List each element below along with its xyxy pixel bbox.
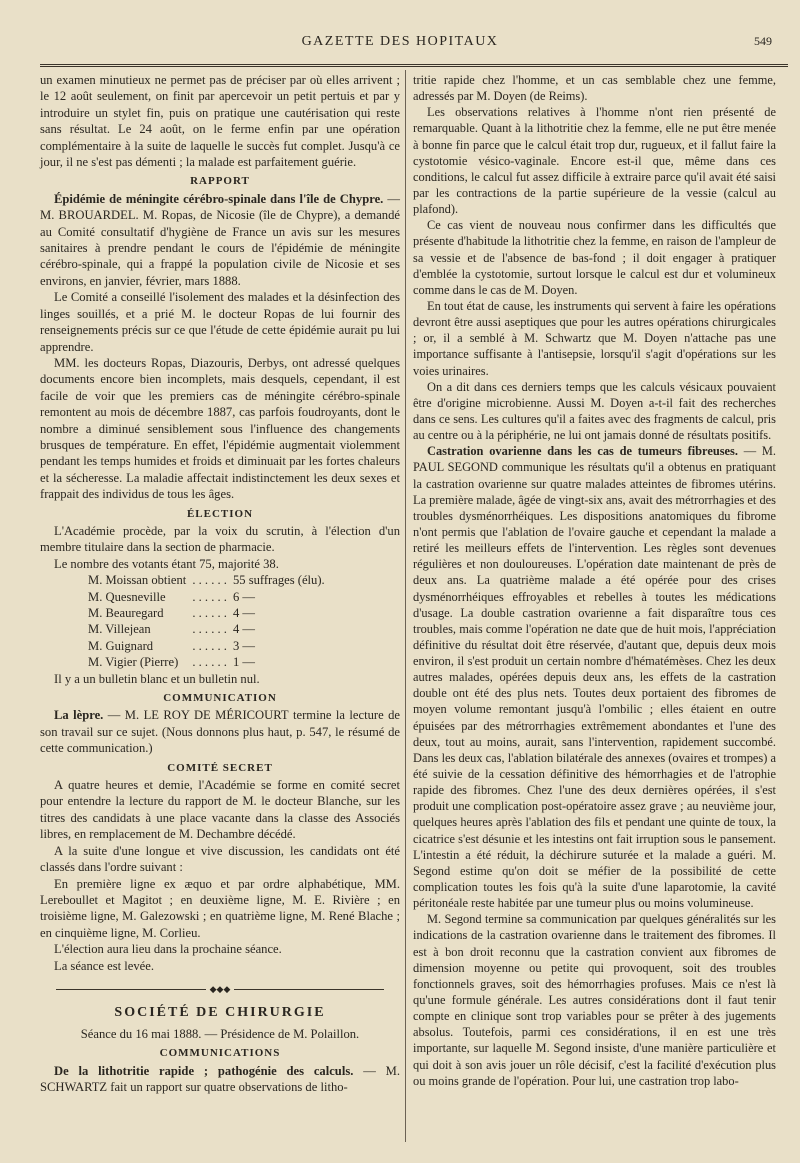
header-rule [40, 64, 788, 67]
paragraph: A quatre heures et demie, l'Académie se forme en comité secret pour entendre la lecture du rapport de M. le docteur Blanche, sur les titres des candidats à une place vacante dans la classe des Associés libres, en remplacement de M. Dechambre décédé. [40, 778, 400, 842]
paragraph: Le Comité a conseillé l'isolement des malades et la désinfection des linges souillés, et a prié M. le docteur Ropas de lui fournir des renseignements précis sur ce que l'étude de cette épidémie aurait pu lui apprendre. [40, 290, 400, 354]
section-heading-comite-secret: COMITÉ SECRET [167, 761, 273, 774]
left-column [40, 72, 400, 1095]
vote-row: M. Guignard . . . . . . 3 — [88, 638, 255, 653]
vote-row: M. Vigier (Pierre) . . . . . . 1 — [88, 655, 255, 670]
rapport-author: — M. BROUARDEL. [40, 191, 400, 223]
communication-paragraph: La lèpre. — M. LE ROY DE MÉRICOURT termine la lecture de son travail sur ce sujet. (Nous donnons plus haut, p. 547, le résumé de cette communication.) [40, 708, 400, 756]
paragraph: On a dit dans ces derniers temps que les calculs vésicaux pouvaient être d'origine microbienne. Aussi M. Doyen a-t-il fait des recherches dans ce sens. Les cultures qu'il a faites avec des fragments de calcul, pris au centre ou à la périphérie, ne lui ont jamais donné de résultats positifs. [413, 379, 776, 443]
vote-row: M. Villejean . . . . . . 4 — [88, 622, 255, 637]
vote-row: M. Quesneville . . . . . . 6 — [88, 589, 255, 604]
paragraph: La séance est levée. [54, 958, 154, 973]
castration-paragraph: Castration ovarienne dans les cas de tumeurs fibreuses. — M. PAUL SEGOND communique les résultats qu'il a obtenus en pratiquant la castration ovarienne sur quatre malades atteintes de fibromes utérins. La première malade, âgée de vingt-six ans, avait des métrorrhagies et des troubles dysménorrhéiques. Les dispositions anatomiques du fibrome n'ont permis que l'ablation de l'ovaire gauche et cependant la malade a retiré les meilleurs effets de l'intervention. Les règles sont devenues régulières et non douloureuses. L'opération date maintenant de près de deux ans. La quatrième malade a été opérée pour des crises dysménorrhéiques effroyables et rebelles à toutes les médications d'usage. La double castration ovarienne a fait disparaître tous ces troubles, mais comme l'opération ne date que de huit mois, l'appréciation définitive du résultat doit être réservée, d'autant que, depuis deux mois environ, il s'est produit un certain nombre d'hématémèses. Chez les deux autres malades, opérées depuis deux ans, les effets de la castration double ont été des plus nets. Toutes deux portaient des fibromes de moyen volume remontant jusqu'à l'ombilic ; elles étaient en outre épuisées par des métrorrhagies extrêmement abondantes et l'une des deux, tout au moins, aurait, sans l'intervention, rapidement succombé. Dans les deux cas, l'ablation bilatérale des annexes (ovaires et trompes) a été suivie de la cessation définitive des hémorrhagies et de l'atrophie rapide des fibromes. Chez l'une des deux dernières opérées, il s'est produit une complication post-opératoire assez grave ; au neuvième jour, quelques heures après l'ablation des fils et pendant une quinte de toux, la cicatrice s'est désunie et les intestins ont fait irruption sous le pansement. L'intestin a été réduit, la déchirure suturée et la malade a guéri. M. Segond estime qu'on doit se méfier de la possibilité de cette complication toutes les fois qu'à la suite d'une laparotomie, la cavité péritonéale reste habitée par une tumeur plus ou moins volumineuse. [413, 444, 776, 911]
section-ornament: ◆◆◆ [40, 980, 400, 997]
paragraph: L'élection aura lieu dans la prochaine séance. [54, 942, 282, 957]
section-heading-communications: COMMUNICATIONS [159, 1047, 281, 1060]
paragraph: L'Académie procède, par la voix du scrutin, à l'élection d'un membre titulaire dans la section de pharmacie. [40, 523, 400, 555]
paragraph: En tout état de cause, les instruments qui servent à faire les opérations devront être aussi aseptiques que pour les autres opérations chirurgicales ; or, il a semblé à M. Schwartz que M. Doyen n'attache pas une importance suffisante à l'antisepsie, lorsqu'il s'agit d'opérations sur les voies urinaires. [413, 298, 776, 378]
paragraph: En première ligne ex æquo et par ordre alphabétique, MM. Lereboullet et Magitot ; en deuxième ligne, M. E. Rivière ; en troisième ligne, M. Galezowski ; en quatrième ligne, M. René Blache ; en cinquième ligne, M. Corlieu. [40, 876, 400, 940]
rapport-title: Épidémie de méningite cérébro-spinale dans l'île de Chypre. [54, 191, 384, 206]
vote-row: M. Beauregard . . . . . . 4 — [88, 606, 255, 620]
journal-title: GAZETTE DES HOPITAUX [301, 34, 499, 49]
paragraph: Le nombre des votants étant 75, majorité 38. [54, 556, 279, 571]
paragraph: M. Segond termine sa communication par quelques généralités sur les indications de la castration ovarienne dans le traitement des fibromes. Il est à bon droit reconnu que la castration convient aux fibromes de dimension moyenne ou petite qui provoquent, soit des troubles fonctionnels graves, soit des hémorrhagies profuses. Mais ce n'est là qu'une formule générale. Les autres considérations dont il faut tenir compte en clinique sont trop variables pour se prêter à des jugements absolus. Toutefois, parmi ces considérations, il en est une très importante, sur laquelle M. Segond insiste, d'une manière particulière et qui doit à son avis jouer un rôle décisif, c'est la facilité d'exécution plus ou moins grande de l'opération. Pour lui, une castration trop labo- [413, 912, 776, 1088]
paragraph: A la suite d'une longue et vive discussion, les candidats ont été classés dans l'ordre suivant : [40, 843, 400, 875]
paragraph: MM. les docteurs Ropas, Diazouris, Derbys, ont adressé quelques documents encore bien incomplets, mais desquels, cependant, il est facile de voir que les premiers cas de méningite cérébro-spinale remontent au mois de décembre 1887, cas parfois foudroyants, dont le nombre a diminué sensiblement sous l'influence des changements brusques de température. En effet, l'épidémie augmentait violemment pendant les temps humides et froids et diminuait par les fortes chaleurs et la sécheresse. La maladie affectait indistinctement les deux sexes et frappait des individus de tous les âges. [40, 355, 400, 502]
society-title: SOCIÉTÉ DE CHIRURGIE [114, 1005, 326, 1021]
votes-table [88, 572, 331, 670]
lithotritie-paragraph: De la lithotritie rapide ; pathogénie des calculs. — M. SCHWARTZ fait un rapport sur quatre observations de litho- [40, 1063, 400, 1094]
paragraph: tritie rapide chez l'homme, et un cas semblable chez une femme, adressés par M. Doyen (de Reims). [413, 73, 776, 104]
section-heading-rapport: RAPPORT [190, 175, 250, 188]
right-column [413, 72, 776, 1089]
paragraph: Les observations relatives à l'homme n'ont rien présenté de remarquable. Quant à la lithotritie chez la femme, elle ne put être menée à bonne fin parce que le calcul était trop dur, rugueux, et il fallut faire la cystotomie vésico-vaginale. Encore est-il que, même dans ces conditions, le calcul fut assez difficile à extraire parce qu'il avait été saisi par les contractions de la partie supérieure de la vessie (calcul au plafond). [413, 105, 776, 217]
paragraph: un examen minutieux ne permet pas de préciser par où elles arrivent ; le 12 août seulement, on finit par apercevoir un petit pertuis et par y introduire un stylet fin, puis on pratique une cautérisation qui reste sans résultat. Le 24 août, on le ferme enfin par une opération complémentaire à la suite de laquelle le succès fut complet. Jusqu'à ce jour, il ne s'est pas démenti ; la malade est parfaitement guérie. [40, 73, 400, 170]
column-divider [405, 70, 406, 1142]
page-number: 549 [754, 34, 772, 48]
section-heading-communication: COMMUNICATION [163, 692, 277, 705]
paragraph: Ce cas vient de nouveau nous confirmer dans les difficultés que présente d'habitude la lithotritie chez la femme, en raison de l'ampleur de sa vessie et de l'absence de bas-fond ; il doit engager à pratiquer d'emblée la cystotomie, surtout lorsque le calcul est dur et volumineux comme dans le cas de M. Doyen. [413, 218, 776, 297]
page-header [20, 34, 780, 56]
section-heading-election: ÉLECTION [186, 507, 254, 520]
paragraph: Il y a un bulletin blanc et un bulletin nul. [54, 671, 260, 686]
rapport-paragraph: Épidémie de méningite cérébro-spinale dans l'île de Chypre. — M. BROUARDEL. M. Ropas, de Nicosie (île de Chypre), a demandé au Comité consultatif d'hygiène de France un avis sur les mesures sanitaires à prendre pendant le cours de l'épidémie de méningite cérébro-spinale, qui a frappé la population civile de Nicosie et ses environs, en janvier, février, mars 1888. [40, 191, 400, 288]
vote-row: M. Moissan obtient . . . . . . 55 suffrages (élu). [88, 573, 325, 588]
session-line: Séance du 16 mai 1888. — Présidence de M. Polaillon. [80, 1026, 360, 1041]
